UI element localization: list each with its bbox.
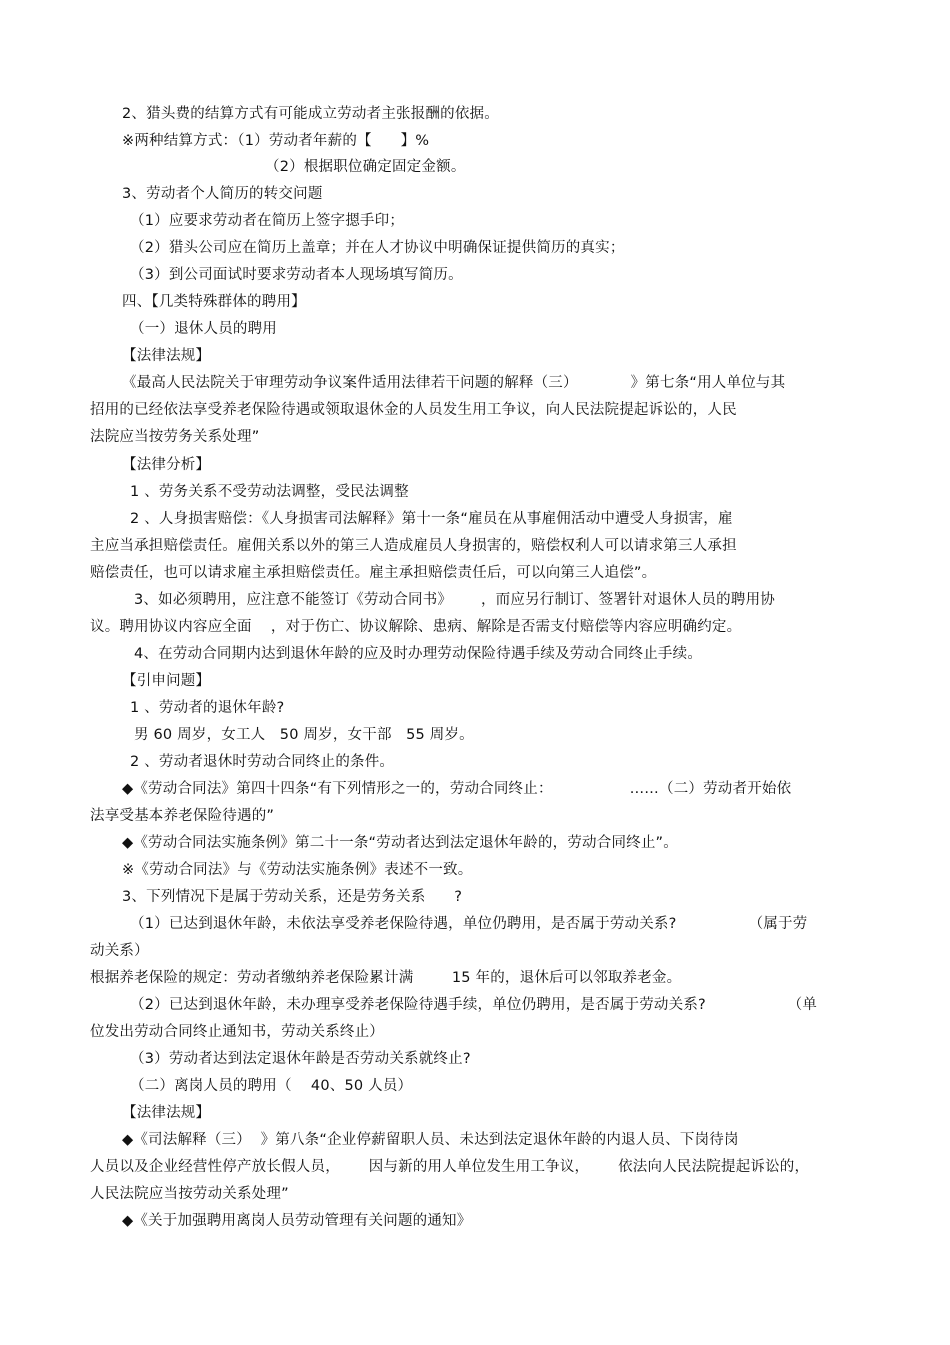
text-line: 议。聘用协议内容应全面 ，对于伤亡、协议解除、患病、解除是否需支付赔偿等内容应明确约定。 [90,619,742,635]
text-line: 动关系） [90,943,149,959]
text-line: （1）已达到退休年龄，未依法享受养老保险待遇，单位仍聘用，是否属于劳动关系? （属于劳 [130,916,808,932]
text-line: 2 、劳动者退休时劳动合同终止的条件。 [130,754,395,770]
text-line: 【法律分析】 [122,457,211,473]
text-line: （2）猎头公司应在简历上盖章；并在人才协议中明确保证提供简历的真实； [130,240,625,256]
text-line: 法享受基本养老保险待遇的” [90,808,275,824]
text-line: 法院应当按劳务关系处理” [90,429,260,445]
text-line: 3、如必须聘用，应注意不能签订《劳动合同书》 ，而应另行制订、签署针对退休人员的聘用协 [134,592,775,608]
text-line: 男 60 周岁，女工人 50 周岁，女干部 55 周岁。 [134,727,474,743]
text-line: （1）应要求劳动者在简历上签字摁手印； [130,213,405,229]
text-line: 【法律法规】 [122,1105,211,1121]
text-line: 3、劳动者个人简历的转交问题 [122,186,323,202]
text-line: 赔偿责任，也可以请求雇主承担赔偿责任。雇主承担赔偿责任后，可以向第三人追偿”。 [90,565,657,581]
text-line: ◆《劳动合同法实施条例》第二十一条“劳动者达到法定退休年龄的，劳动合同终止”。 [122,835,678,851]
text-line: 人民法院应当按劳动关系处理” [90,1186,289,1202]
text-line: 主应当承担赔偿责任。雇佣关系以外的第三人造成雇员人身损害的，赔偿权利人可以请求第三人承担 [90,538,737,554]
text-line: 1 、劳务关系不受劳动法调整，受民法调整 [130,484,409,500]
text-line: （3）到公司面试时要求劳动者本人现场填写简历。 [130,267,463,283]
text-line: 2 、人身损害赔偿：《人身损害司法解释》第十一条“雇员在从事雇佣活动中遭受人身损害，雇 [130,511,733,527]
text-line: 1 、劳动者的退休年龄? [130,700,285,716]
text-line: ◆《劳动合同法》第四十四条“有下列情形之一的，劳动合同终止： ……（二）劳动者开始依 [122,781,792,797]
text-line: 4、在劳动合同期内达到退休年龄的应及时办理劳动保险待遇手续及劳动合同终止手续。 [134,646,703,662]
text-line: （2）已达到退休年龄，未办理享受养老保险待遇手续，单位仍聘用，是否属于劳动关系? （单 [130,997,818,1013]
subsection-heading: （一）退休人员的聘用 [130,321,277,337]
text-line: 根据养老保险的规定：劳动者缴纳养老保险累计满 15 年的，退休后可以邻取养老金。 [90,970,682,986]
text-line: 【法律法规】 [122,348,211,364]
text-line: 《最高人民法院关于审理劳动争议案件适用法律若干问题的解释（三） 》第七条“用人单位与其 [122,375,786,391]
text-line: ◆《关于加强聘用离岗人员劳动管理有关问题的通知》 [122,1213,472,1229]
text-line: （3）劳动者达到法定退休年龄是否劳动关系就终止? [130,1051,471,1067]
text-line: 招用的已经依法享受养老保险待遇或领取退休金的人员发生用工争议，向人民法院提起诉讼的，人民 [90,402,737,418]
section-heading: 四、【几类特殊群体的聘用】 [122,294,306,310]
text-line: 3、下列情况下是属于劳动关系，还是劳务关系 ? [122,889,463,905]
text-line: 位发出劳动合同终止通知书，劳动关系终止） [90,1024,384,1040]
text-line: （2）根据职位确定固定金额。 [265,159,466,175]
text-line: ※《劳动合同法》与《劳动法实施条例》表述不一致。 [122,862,473,878]
text-line: 【引申问题】 [122,673,211,689]
text-line: 人员以及企业经营性停产放长假人员， 因与新的用人单位发生用工争议， 依法向人民法院提起诉讼的， [90,1159,810,1175]
subsection-heading: （二）离岗人员的聘用（ 40、50 人员） [130,1078,413,1094]
text-line: ※两种结算方式：（1）劳动者年薪的【 】% [122,133,430,149]
text-line: 2、猎头费的结算方式有可能成立劳动者主张报酬的依据。 [122,106,499,122]
text-line: ◆《司法解释（三） 》第八条“企业停薪留职人员、未达到法定退休年龄的内退人员、下岗待岗 [122,1132,739,1148]
